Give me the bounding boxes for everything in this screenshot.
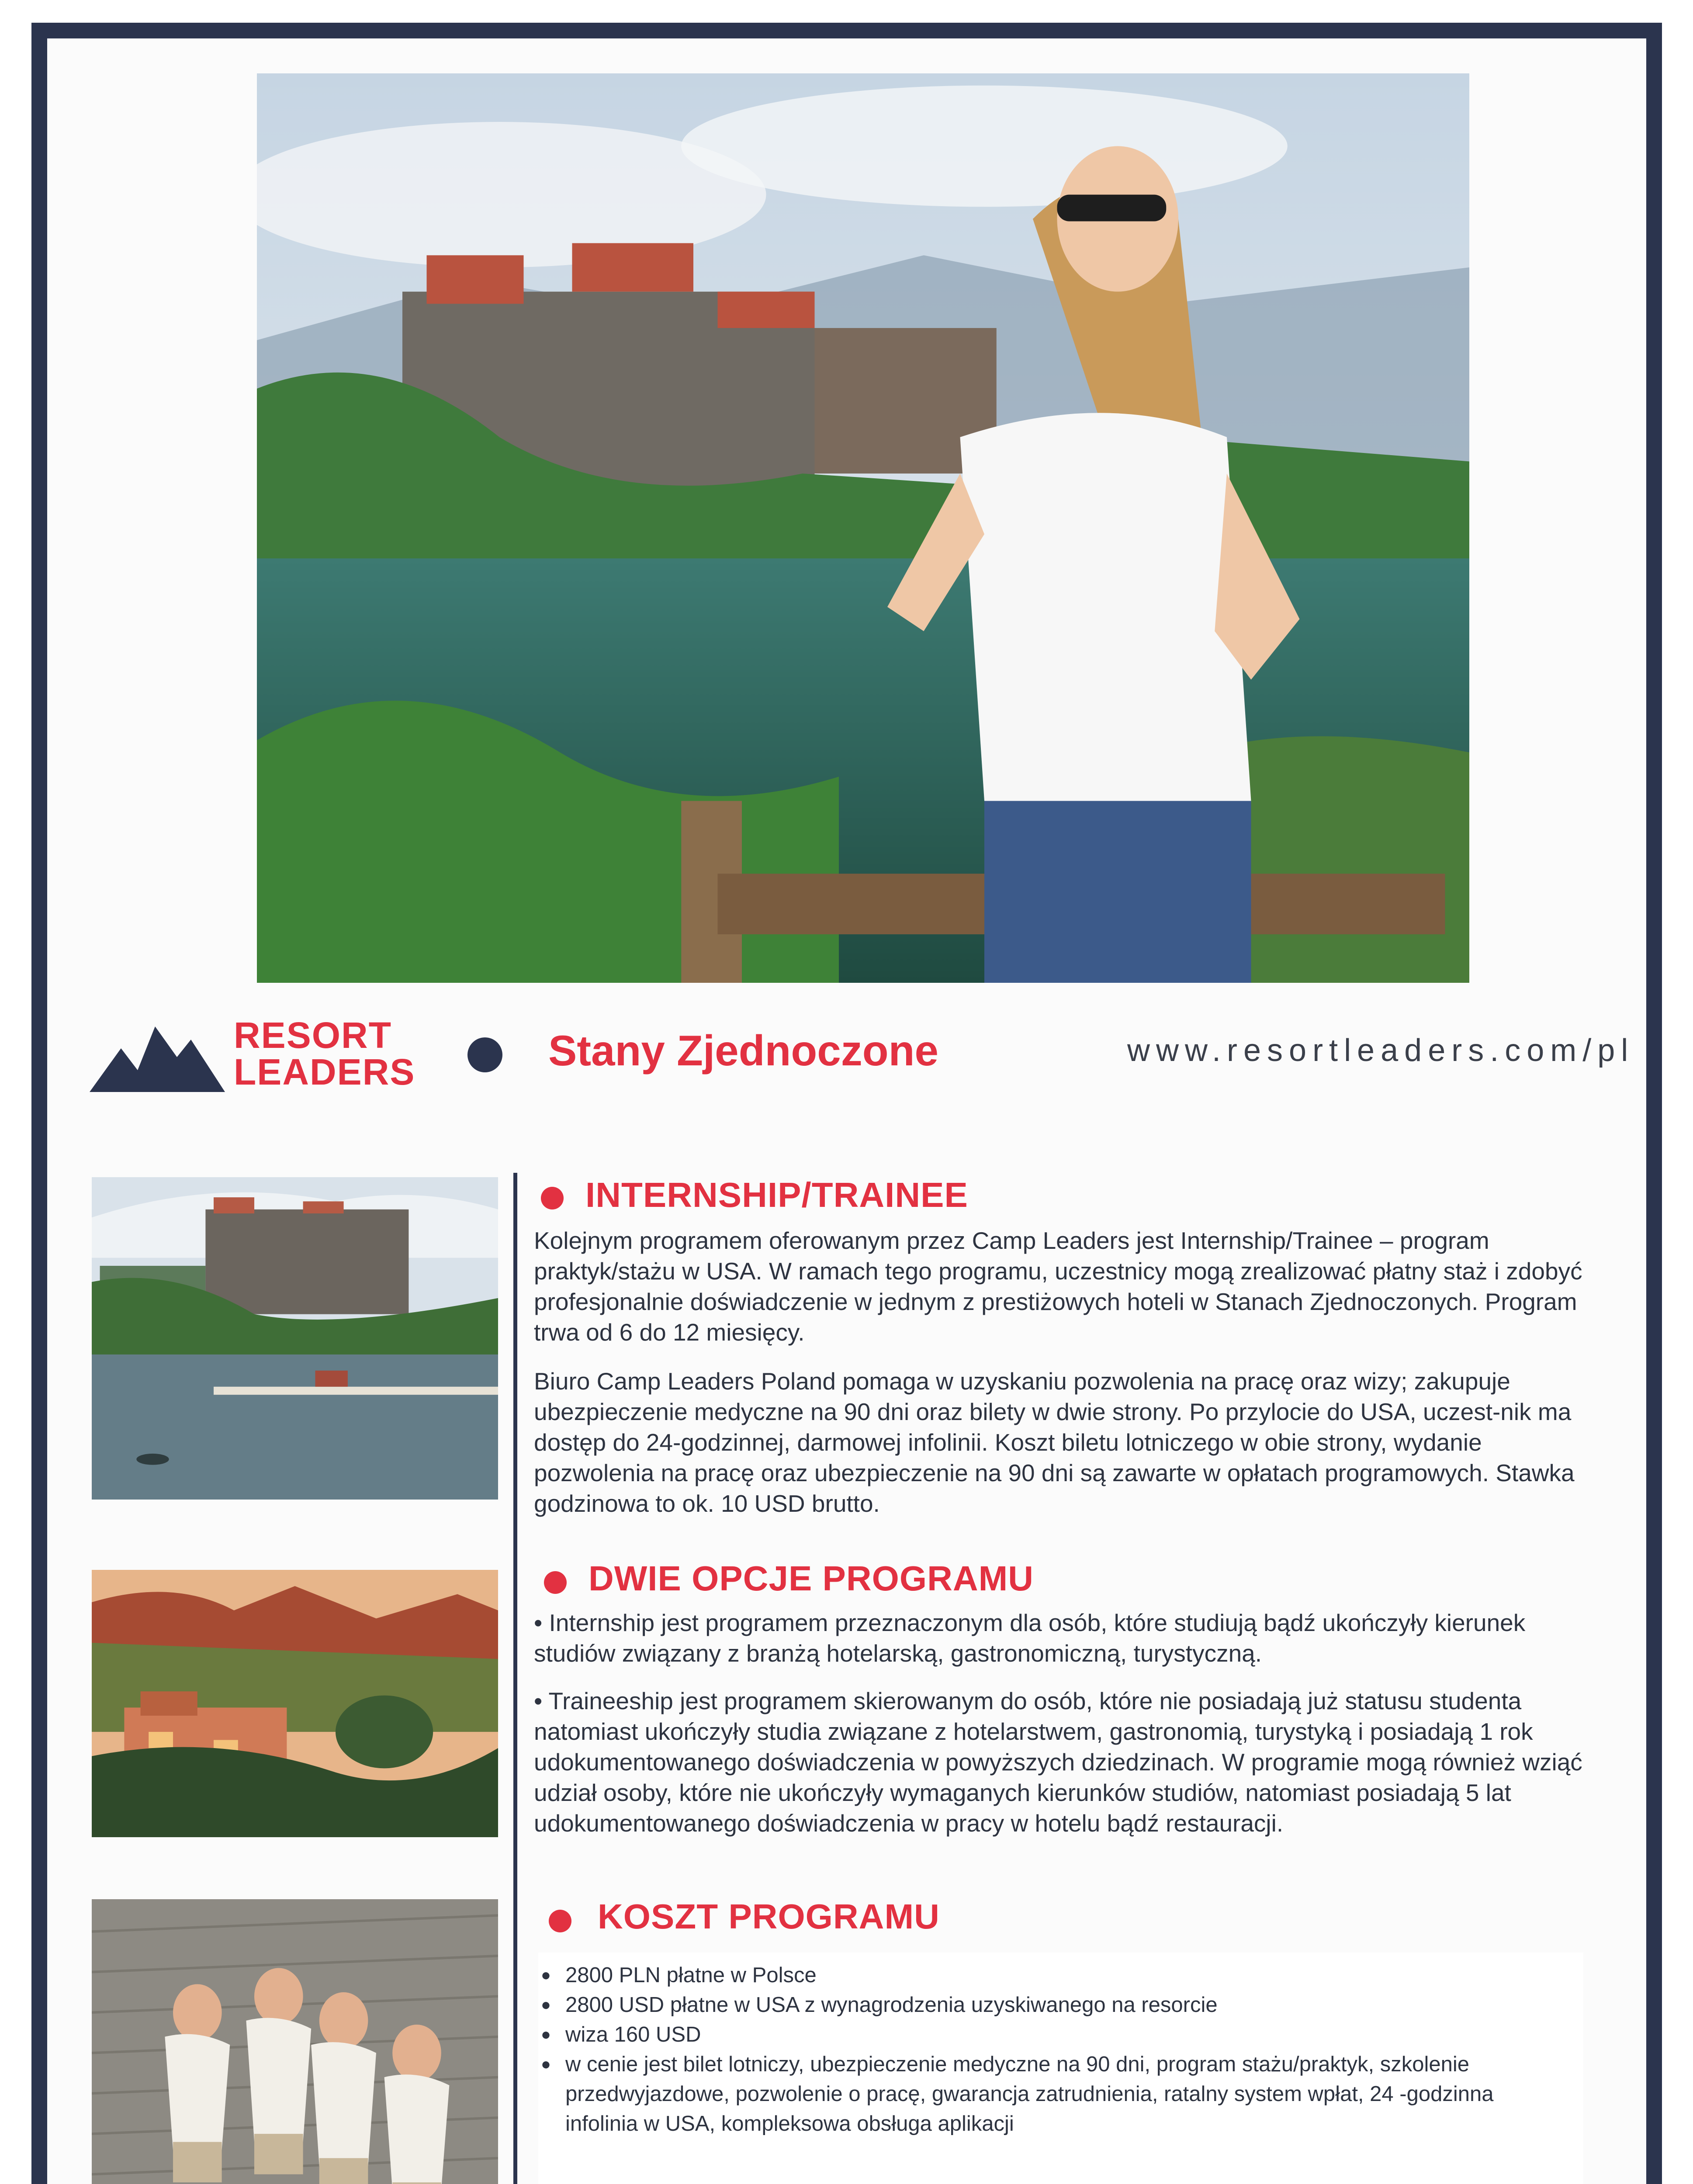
hero-photo <box>257 73 1469 983</box>
section-bullet-icon <box>544 1571 567 1594</box>
resort-lake-photo <box>92 1177 498 1500</box>
logo-line2: LEADERS <box>234 1051 415 1092</box>
internship-paragraph-1: Kolejnym programem oferowanym przez Camp Leaders jest Internship/Trainee – program praktyk/stażu w USA. W ramach tego programu, uczestnicy mogą zrealizować płatny staż i zdobyć profesjonalnie doświadczenie w jednym z prestiżowych hoteli w Stanach Zjednoczonych. Program trwa od 6 do 12 miesięcy. <box>534 1227 1582 1346</box>
resort-leaders-logo[interactable] <box>90 1009 422 1096</box>
logo-wordmark <box>234 1017 415 1090</box>
desert-resort-photo <box>92 1570 498 1837</box>
list-item: ● wiza 160 USD <box>541 2020 1546 2049</box>
list-item: ● 2800 PLN płatne w Polsce <box>541 1960 1546 1990</box>
cost-list <box>541 1960 1546 2139</box>
mountain-logo-icon <box>90 1013 225 1092</box>
list-item: ● 2800 USD płatne w USA z wynagrodzenia uzyskiwanego na resorcie <box>541 1990 1546 2020</box>
vertical-divider <box>513 1173 517 2184</box>
internship-paragraph-2: Biuro Camp Leaders Poland pomaga w uzyskaniu pozwolenia na pracę oraz wizy; zakupuje ubezpieczenie medyczne na 90 dni oraz bilety w dwie strony. Po przylocie do USA, uczest-nik ma dostęp do 24-godzinnej, darmowej infolinii. Koszt biletu lotniczego w obie strony, wydanie pozwolenia na pracę oraz ubezpieczenie na 90 dni są zawarte w opłatach programowych. Stawka godzinowa to ok. 10 USD brutto. <box>534 1368 1575 1517</box>
list-item: ● w cenie jest bilet lotniczy, ubezpieczenie medyczne na 90 dni, program stażu/praktyk, szkolenie przedwyjazdowe, pozwolenie o pracę, gwarancja zatrudnienia, ratalny system wpłat, 24 -godzinna infolinia w USA, kompleksowa obsługa aplikacji <box>541 2049 1546 2139</box>
logo-line1: RESORT <box>234 1015 392 1056</box>
section-bullet-icon <box>549 1910 571 1932</box>
cost-title: KOSZT PROGRAMU <box>598 1897 940 1936</box>
options-title: DWIE OPCJE PROGRAMU <box>589 1559 1034 1598</box>
options-paragraph-1: • Internship jest programem przeznaczonym dla osób, które studiują bądź ukończyły kierunek studiów związany z branżą hotelarską, gastronomiczną, turystyczną. <box>534 1609 1526 1667</box>
section-bullet-icon <box>541 1187 564 1209</box>
options-paragraph-2: • Traineeship jest programem skierowanym do osób, które nie posiadają już statusu studenta natomiast ukończyły studia związane z hotelarstwem, gastronomią, turystyką i posiadają 1 rok udokumentowanego doświadczenia w powyższych dziedzinach. W programie mogą również wziąć udział osoby, które nie ukończyły wymaganych kierunków studiów, natomiast posiadają 5 lat udokumentowanego doświadczenia w pracy w hotelu bądź restauracji. <box>534 1687 1582 1837</box>
internship-title: INTERNSHIP/TRAINEE <box>585 1175 968 1214</box>
website-link[interactable]: www.resortleaders.com/pl <box>1127 1033 1634 1068</box>
header-bullet-icon <box>467 1037 502 1072</box>
country-title: Stany Zjednoczone <box>548 1026 939 1075</box>
group-of-four-photo <box>92 1899 498 2184</box>
